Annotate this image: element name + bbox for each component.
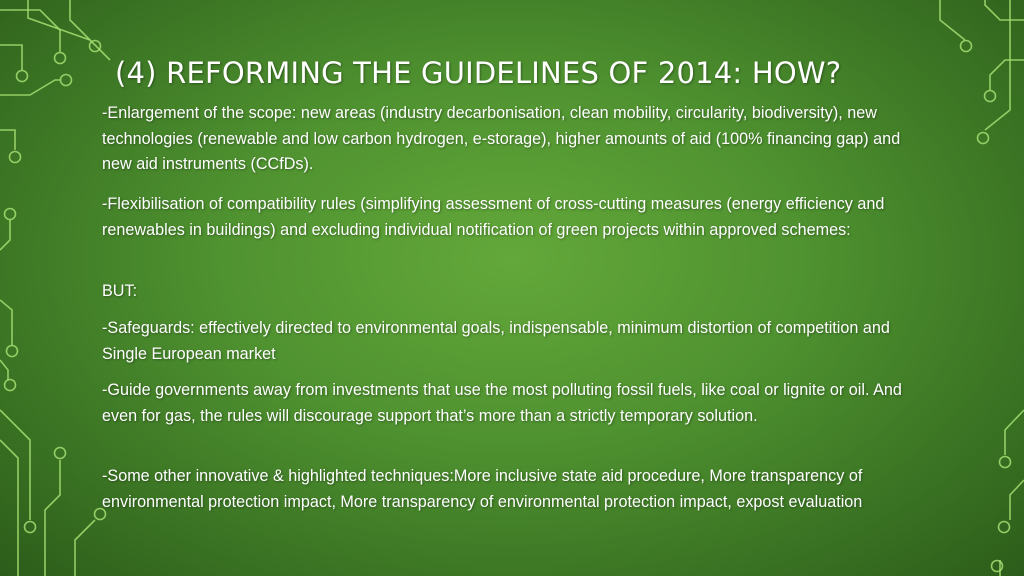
slide-title: (4) REFORMING THE GUIDELINES OF 2014: HOW?: [115, 56, 842, 90]
paragraph-flexibilisation: -Flexibilisation of compatibility rules (simplifying assessment of cross-cutting measures (energy efficiency and renewables in buildings) and excluding individual notification of green projects within approved schemes:: [102, 195, 885, 239]
paragraph-but: BUT:: [102, 282, 138, 300]
paragraph-scope-enlargement: -Enlargement of the scope: new areas (industry decarbonisation, clean mobility, circularity, biodiversity), new technologies (renewable and low carbon hydrogen, e-storage), higher amounts of aid (100% financing gap) and new aid instruments (CCfDs).: [102, 104, 901, 173]
paragraph-guide-governments: -Guide governments away from investments that use the most polluting fossil fuels, like coal or lignite or oil. And even for gas, the rules will discourage support that’s more than a strictly temporary solution.: [102, 381, 902, 425]
paragraph-other-techniques: -Some other innovative & highlighted techniques:More inclusive state aid procedure, More transparency of environmental protection impact, More transparency of environmental protection impact, expost evaluation: [102, 467, 863, 511]
paragraph-safeguards: -Safeguards: effectively directed to environmental goals, indispensable, minimum distortion of competition and Single European market: [102, 319, 890, 363]
